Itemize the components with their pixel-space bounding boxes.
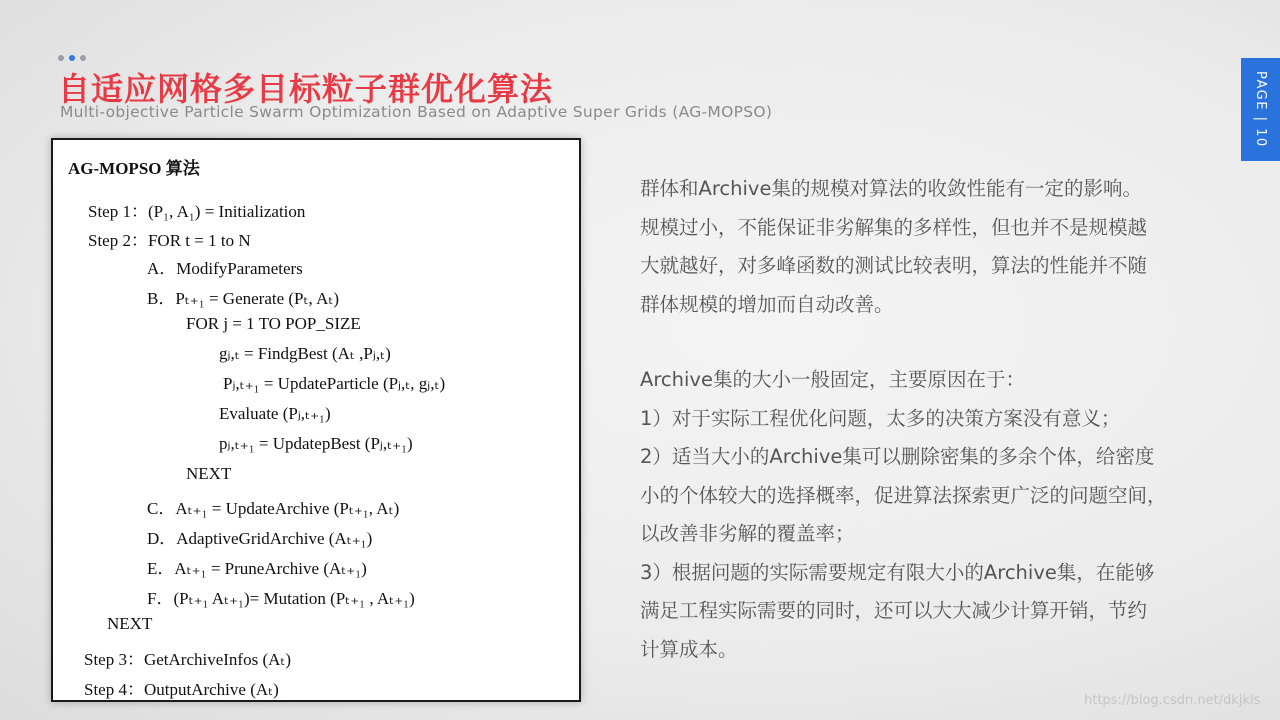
text-line: 3）根据问题的实际需要规定有限大小的Archive集，在能够 [640, 560, 1155, 584]
algorithm-step-line: A．ModifyParameters [147, 259, 303, 278]
algorithm-step-line: NEXT [107, 614, 153, 633]
algorithm-step-line: NEXT [186, 464, 232, 483]
text-line: 以改善非劣解的覆盖率； [640, 522, 855, 545]
algorithm-step-line: Evaluate (Pⱼ,ₜ₊₁) [219, 404, 331, 423]
slide-subtitle: Multi-objective Particle Swarm Optimization Based on Adaptive Super Grids (AG-MOPSO) [60, 103, 773, 121]
page-number-tab [1241, 58, 1280, 161]
algorithm-step-line: pⱼ,ₜ₊₁ = UpdatepBest (Pⱼ,ₜ₊₁) [219, 434, 413, 453]
indicator-dot [80, 55, 86, 61]
algorithm-step-line: FOR j = 1 TO POP_SIZE [186, 314, 361, 333]
algorithm-step-line: Step 4：OutputArchive (Aₜ) [84, 680, 279, 699]
indicator-dot [58, 55, 64, 61]
algorithm-step-line: Step 3：GetArchiveInfos (Aₜ) [84, 650, 292, 669]
explanation-text [640, 170, 1240, 669]
algorithm-step-line: Step 1：(P₁, A₁) = Initialization [88, 202, 306, 221]
text-line: 规模过小，不能保证非劣解集的多样性，但也并不是规模越 [640, 215, 1148, 239]
source-watermark: https://blog.csdn.net/dkjkls [1084, 693, 1261, 708]
paragraph-archive-size [640, 361, 1240, 669]
algorithm-step-line: D．AdaptiveGridArchive (Aₜ₊₁) [147, 529, 373, 548]
algorithm-step-line: Pⱼ,ₜ₊₁ = UpdateParticle (Pⱼ,ₜ, gⱼ,ₜ) [223, 374, 446, 393]
text-line: 小的个体较大的选择概率，促进算法探索更广泛的问题空间， [640, 483, 1167, 507]
text-line: 2）适当大小的Archive集可以删除密集的多余个体，给密度 [640, 445, 1155, 468]
text-line: 群体和Archive集的规模对算法的收敛性能有一定的影响。 [640, 177, 1142, 200]
text-line: 1）对于实际工程优化问题，太多的决策方案没有意义； [640, 406, 1121, 430]
text-line: 满足工程实际需要的同时，还可以大大减少计算开销，节约 [640, 599, 1148, 622]
page-number-label: PAGE | 10 [1253, 71, 1268, 148]
algorithm-step-line: B．Pₜ₊₁ = Generate (Pₜ, Aₜ) [147, 289, 340, 308]
algorithm-step-line: Step 2：FOR t = 1 to N [88, 231, 251, 250]
text-line: 大就越好，对多峰函数的测试比较表明，算法的性能并不随 [640, 254, 1148, 277]
algorithm-step-line: gⱼ,ₜ = FindgBest (Aₜ ,Pⱼ,ₜ) [219, 344, 391, 363]
text-line: 计算成本。 [640, 637, 738, 661]
algorithm-figure [51, 138, 581, 702]
algorithm-step-line: F．(Pₜ₊₁ Aₜ₊₁)= Mutation (Pₜ₊₁ , Aₜ₊₁) [147, 589, 415, 608]
indicator-dot-active [69, 55, 75, 61]
algorithm-step-line: E．Aₜ₊₁ = PruneArchive (Aₜ₊₁) [147, 559, 367, 578]
text-line: 群体规模的增加而自动改善。 [640, 292, 894, 316]
algorithm-title: AG-MOPSO 算法 [68, 159, 200, 178]
paragraph-scale [640, 170, 1240, 324]
slide-title: 自适应网格多目标粒子群优化算法 [58, 70, 554, 108]
algorithm-step-line: C．Aₜ₊₁ = UpdateArchive (Pₜ₊₁, Aₜ) [147, 499, 400, 518]
text-line: Archive集的大小一般固定，主要原因在于： [640, 368, 1025, 391]
slide-indicator [58, 55, 86, 61]
